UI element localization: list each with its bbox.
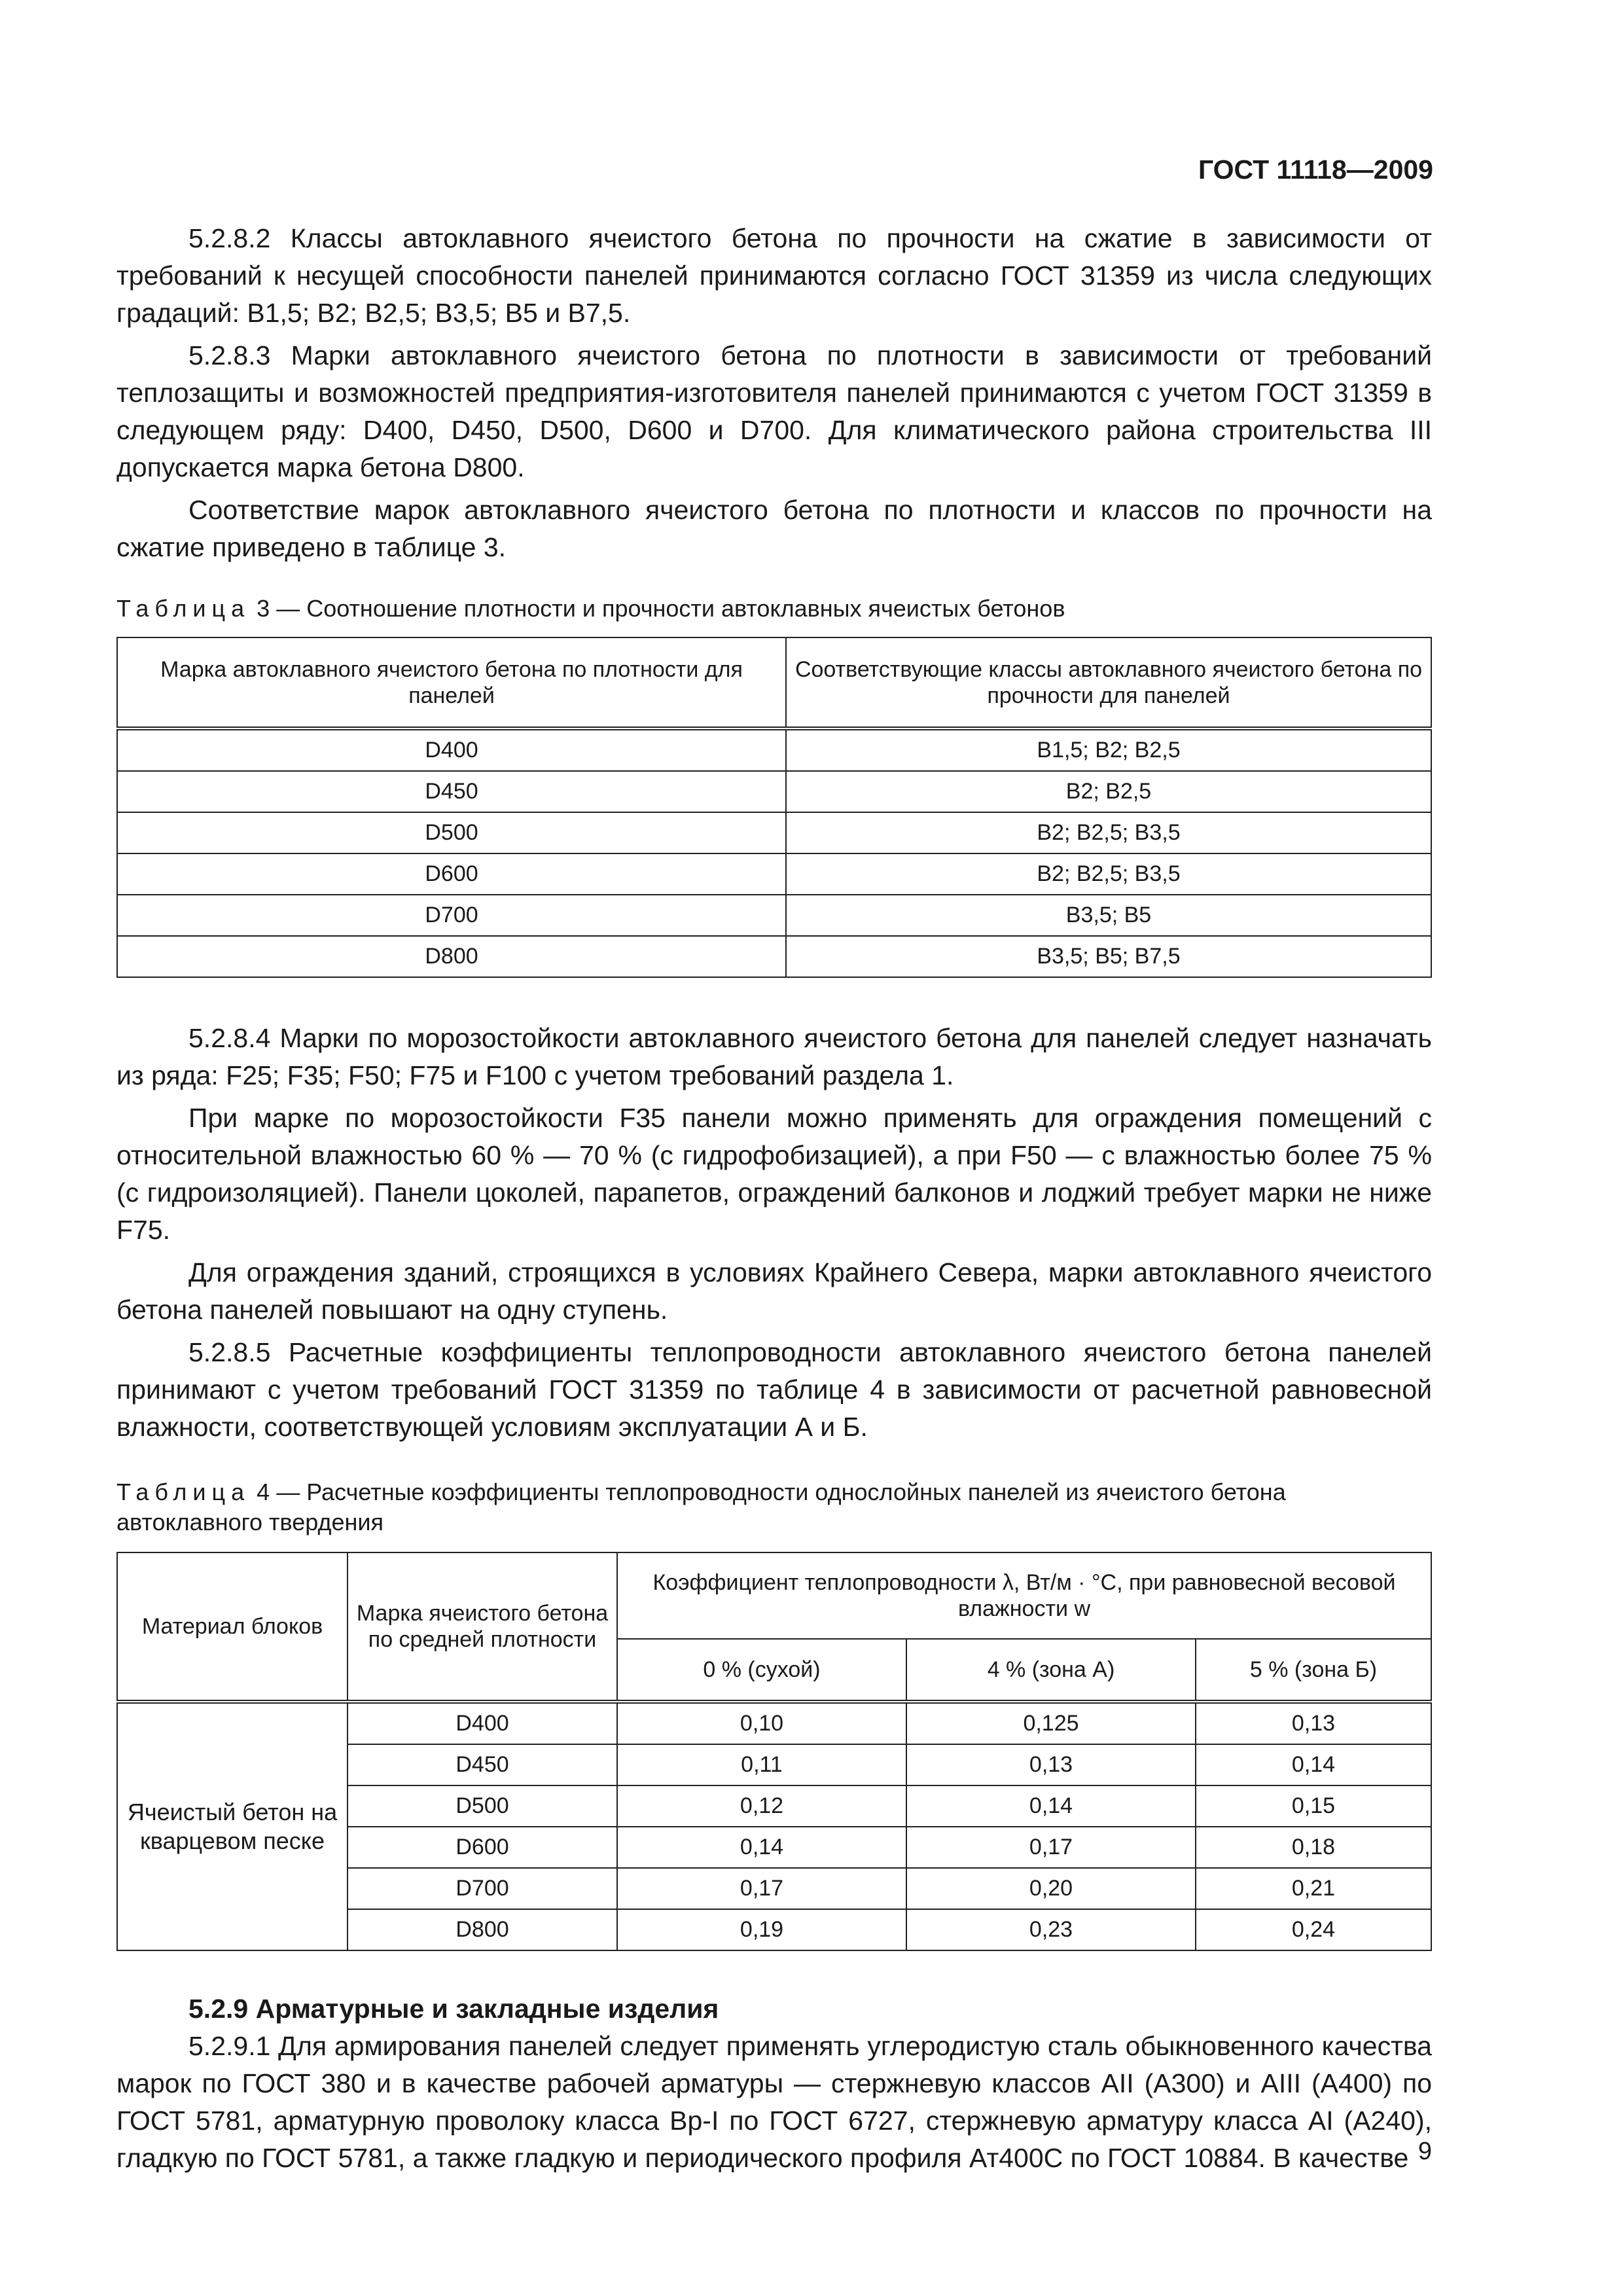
table3-caption-label: Таблица (116, 595, 251, 622)
table3-class-cell: В2; В2,5; В3,5 (786, 853, 1431, 895)
table4-grade-header: Марка ячеистого бетона по средней плотности (348, 1552, 617, 1702)
table4-grade-cell: D600 (348, 1827, 617, 1868)
table-row (117, 812, 1431, 853)
table4-zone-a-cell: 0,13 (906, 1744, 1196, 1785)
table-4 (116, 1552, 1432, 1951)
table4-dry-cell: 0,10 (617, 1702, 906, 1744)
paragraph-far-north: Для ограждения зданий, строящихся в условиях Крайнего Севера, марки автоклавного ячеистого бетона панелей повышают на одну ступень. (116, 1257, 1432, 1325)
table-row (117, 853, 1431, 895)
table3-density-cell: D700 (117, 895, 786, 936)
document-header: ГОСТ 11118—2009 (1198, 154, 1433, 185)
paragraph-5-2-9-1: 5.2.9.1 Для армирования панелей следует применять углеродистую сталь обыкновенного качества марок по ГОСТ 380 и в качестве рабочей арматуры — стержневую классов АII (А300) и АIII (А400) по ГОСТ 5781, арматурную проволоку класса Вр-I по ГОСТ 6727, стержневую арматуру класса АI (А240), гладкую по ГОСТ 5781, а также гладкую и периодического профиля Ат400С по ГОСТ 10884. В качестве (116, 2031, 1432, 2173)
table3-class-cell: В3,5; В5 (786, 895, 1431, 936)
paragraph-correspondence: Соответствие марок автоклавного ячеистого бетона по плотности и классов по прочности на сжатие приведено в таблице 3. (116, 495, 1432, 562)
table4-zone-b-cell: 0,15 (1196, 1785, 1431, 1827)
table-row (117, 771, 1431, 812)
table-row (117, 895, 1431, 936)
table4-zone-b-cell: 0,21 (1196, 1868, 1431, 1909)
table4-material-cell: Ячеистый бетон на кварцевом песке (117, 1702, 348, 1950)
table4-zone-a-cell: 0,23 (906, 1909, 1196, 1950)
table3-density-cell: D800 (117, 936, 786, 977)
table3-col1-header: Марка автоклавного ячеистого бетона по плотности для панелей (117, 637, 786, 728)
paragraph-5-2-8-3: 5.2.8.3 Марки автоклавного ячеистого бетона по плотности в зависимости от требований теплозащиты и возможностей предприятия-изготовителя панелей принимаются с учетом ГОСТ 31359 в следующем ряду: D400, D450, D500, D600 и D700. Для климатического района строительства III допускается марка бетона D800. (116, 340, 1432, 482)
table4-dry-cell: 0,14 (617, 1827, 906, 1868)
table4-zone-b-cell: 0,14 (1196, 1744, 1431, 1785)
table3-density-cell: D600 (117, 853, 786, 895)
table-row (117, 936, 1431, 977)
table4-zone-a-cell: 0,17 (906, 1827, 1196, 1868)
table4-dry-header: 0 % (сухой) (617, 1639, 906, 1702)
table4-grade-cell: D400 (348, 1702, 617, 1744)
table3-col2-header: Соответствующие классы автоклавного ячеистого бетона по прочности для панелей (786, 637, 1431, 728)
table4-zone-a-cell: 0,14 (906, 1785, 1196, 1827)
table4-zone-a-header: 4 % (зона А) (906, 1639, 1196, 1702)
table3-class-cell: В2; В2,5 (786, 771, 1431, 812)
table4-dry-cell: 0,17 (617, 1868, 906, 1909)
table4-zone-b-cell: 0,18 (1196, 1827, 1431, 1868)
table4-material-header: Материал блоков (117, 1552, 348, 1702)
table4-zone-b-cell: 0,24 (1196, 1909, 1431, 1950)
table-3 (116, 637, 1432, 978)
section-heading-5-2-9: 5.2.9 Арматурные и закладные изделия (188, 1994, 719, 2024)
table-row (117, 728, 1431, 771)
table4-zone-a-cell: 0,20 (906, 1868, 1196, 1909)
table4-zone-b-cell: 0,13 (1196, 1702, 1431, 1744)
table4-header-row-1 (117, 1552, 1431, 1639)
table4-dry-cell: 0,19 (617, 1909, 906, 1950)
table3-caption (116, 594, 1432, 624)
table4-grade-cell: D450 (348, 1744, 617, 1785)
table4-caption-text: 4 — Расчетные коэффициенты теплопроводности однослойных панелей из ячеистого бетона автоклавного твердения (116, 1479, 1286, 1535)
table4-dry-cell: 0,12 (617, 1785, 906, 1827)
table4-grade-cell: D500 (348, 1785, 617, 1827)
table3-caption-text: 3 — Соотношение плотности и прочности автоклавных ячеистых бетонов (257, 595, 1065, 622)
table4-zone-a-cell: 0,125 (906, 1702, 1196, 1744)
table3-density-cell: D450 (117, 771, 786, 812)
table3-class-cell: В2; В2,5; В3,5 (786, 812, 1431, 853)
table3-class-cell: В3,5; В5; В7,5 (786, 936, 1431, 977)
table4-caption-label: Таблица (116, 1479, 251, 1505)
table4-grade-cell: D800 (348, 1909, 617, 1950)
table4-zone-b-header: 5 % (зона Б) (1196, 1639, 1431, 1702)
table4-grade-cell: D700 (348, 1868, 617, 1909)
paragraph-frost-resistance: При марке по морозостойкости F35 панели можно применять для ограждения помещений с относительной влажностью 60 % — 70 % (с гидрофобизацией), а при F50 — с влажностью более 75 % (с гидроизоляцией). Панели цоколей, парапетов, ограждений балконов и лоджий требует марки не ниже F75. (116, 1103, 1432, 1245)
paragraph-5-2-8-2: 5.2.8.2 Классы автоклавного ячеистого бетона по прочности на сжатие в зависимости от требований к несущей способности панелей принимаются согласно ГОСТ 31359 из числа следующих градаций: В1,5; В2; В2,5; В3,5; В5 и В7,5. (116, 223, 1432, 328)
page-content (116, 220, 1432, 2177)
paragraph-5-2-8-4: 5.2.8.4 Марки по морозостойкости автоклавного ячеистого бетона для панелей следует назначать из ряда: F25; F35; F50; F75 и F100 с учетом требований раздела 1. (116, 1023, 1432, 1090)
paragraph-5-2-8-5: 5.2.8.5 Расчетные коэффициенты теплопроводности автоклавного ячеистого бетона панелей принимают с учетом требований ГОСТ 31359 по таблице 4 в зависимости от расчетной равновесной влажности, соответствующей условиям эксплуатации А и Б. (116, 1337, 1432, 1442)
table4-caption (116, 1477, 1432, 1537)
table4-coef-header: Коэффициент теплопроводности λ, Вт/м · °С, при равновесной весовой влажности w (617, 1552, 1431, 1639)
table4-dry-cell: 0,11 (617, 1744, 906, 1785)
table3-density-cell: D400 (117, 728, 786, 771)
table-row (117, 1702, 1431, 1744)
page-number: 9 (1418, 2138, 1432, 2165)
table3-header-row (117, 637, 1431, 728)
table3-density-cell: D500 (117, 812, 786, 853)
table3-class-cell: В1,5; В2; В2,5 (786, 728, 1431, 771)
